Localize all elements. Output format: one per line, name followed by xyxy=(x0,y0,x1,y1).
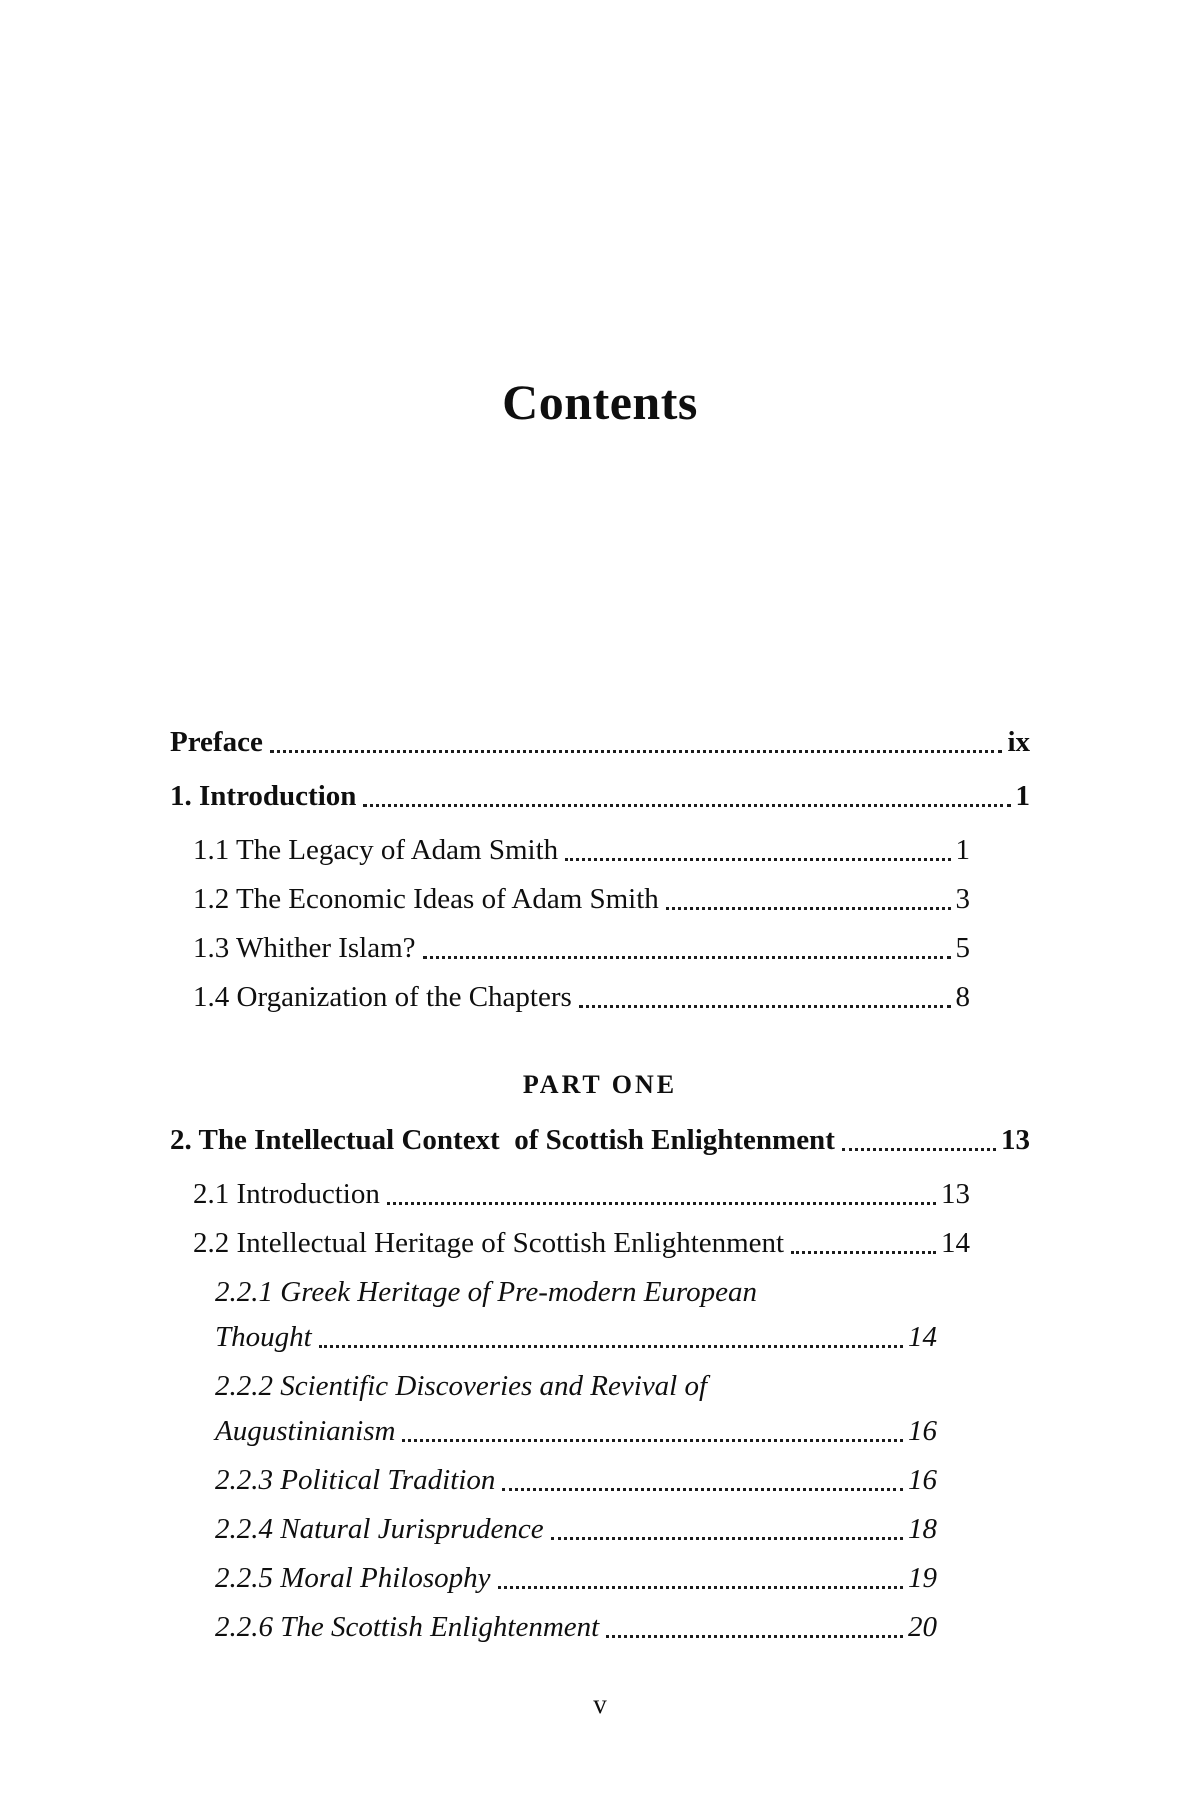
toc-entry-line xyxy=(215,1368,937,1404)
entry-page-number: 20 xyxy=(908,1611,937,1643)
entry-page-number: 13 xyxy=(1001,1124,1030,1156)
entry-title: 1.2 The Economic Ideas of Adam Smith xyxy=(193,883,659,915)
toc-entry-line xyxy=(215,1319,937,1355)
toc-entry-line xyxy=(215,1609,937,1645)
toc-entry xyxy=(170,1560,1030,1596)
entry-title: 2.2.5 Moral Philosophy xyxy=(215,1562,491,1594)
entry-title: 2.2.4 Natural Jurisprudence xyxy=(215,1513,544,1545)
entry-page-number: ix xyxy=(1007,726,1030,758)
entry-page-number: 18 xyxy=(908,1513,937,1545)
toc-entry-line xyxy=(215,1511,937,1547)
dot-leader xyxy=(666,907,951,910)
dot-leader xyxy=(387,1202,936,1205)
toc-entry xyxy=(170,881,1030,917)
entry-page-number: 1 xyxy=(955,834,970,866)
toc-entry-line xyxy=(170,1122,1030,1158)
dot-leader xyxy=(565,858,950,861)
toc-entry xyxy=(170,1176,1030,1212)
entry-title: Preface xyxy=(170,726,263,758)
dot-leader xyxy=(579,1005,951,1008)
toc-entry xyxy=(170,1274,1030,1355)
contents-title: Contents xyxy=(502,374,698,430)
entry-page-number: 8 xyxy=(955,981,970,1013)
dot-leader xyxy=(551,1537,903,1540)
entry-page-number: 19 xyxy=(908,1562,937,1594)
entry-title: 1.3 Whither Islam? xyxy=(193,932,416,964)
entry-title: 2.2.3 Political Tradition xyxy=(215,1464,496,1496)
toc-entry xyxy=(170,724,1030,760)
entry-title: Augustinianism xyxy=(215,1415,396,1447)
entry-title: Thought xyxy=(215,1321,312,1353)
entry-title: 2.2.2 Scientific Discoveries and Revival of xyxy=(215,1370,708,1402)
entry-page-number: 14 xyxy=(908,1321,937,1353)
dot-leader xyxy=(842,1148,996,1151)
toc-entry-line xyxy=(215,1560,937,1596)
entry-title: 2.2.1 Greek Heritage of Pre-modern European xyxy=(215,1276,758,1308)
toc-entry-line xyxy=(193,1225,970,1261)
page-number-footer: v xyxy=(593,1689,607,1719)
toc-entry xyxy=(170,1609,1030,1645)
toc-entry xyxy=(170,1462,1030,1498)
entry-title: 1.4 Organization of the Chapters xyxy=(193,981,572,1013)
toc-entry xyxy=(170,832,1030,868)
toc-entry-line xyxy=(215,1274,937,1310)
entry-page-number: 14 xyxy=(941,1227,970,1259)
toc-entry-line xyxy=(193,881,970,917)
toc xyxy=(170,724,1030,1645)
toc-entry-line xyxy=(193,930,970,966)
entry-title: 2.1 Introduction xyxy=(193,1178,380,1210)
toc-entry xyxy=(170,1511,1030,1547)
toc-entry xyxy=(170,930,1030,966)
toc-entry-line xyxy=(215,1413,937,1449)
toc-entry xyxy=(170,1122,1030,1158)
entry-page-number: 16 xyxy=(908,1415,937,1447)
entry-title: 2.2 Intellectual Heritage of Scottish Enlightenment xyxy=(193,1227,785,1259)
dot-leader xyxy=(319,1345,903,1348)
toc-part-heading: PART ONE xyxy=(522,1070,678,1099)
toc-entry xyxy=(170,778,1030,814)
entry-page-number: 3 xyxy=(955,883,970,915)
dot-leader xyxy=(363,804,1010,807)
dot-leader xyxy=(270,750,1003,753)
entry-title: 1. Introduction xyxy=(170,780,357,812)
toc-entry-line xyxy=(170,778,1030,814)
entry-page-number: 13 xyxy=(941,1178,970,1210)
toc-entry-line xyxy=(193,1176,970,1212)
toc-entry-line xyxy=(193,832,970,868)
dot-leader xyxy=(791,1251,936,1254)
dot-leader xyxy=(498,1586,904,1589)
entry-title: 1.1 The Legacy of Adam Smith xyxy=(193,834,559,866)
entry-title: 2. The Intellectual Context of Scottish Enlightenment xyxy=(170,1124,835,1156)
dot-leader xyxy=(423,956,951,959)
toc-entry xyxy=(170,979,1030,1015)
toc-entry-line xyxy=(193,979,970,1015)
entry-page-number: 1 xyxy=(1015,780,1030,812)
toc-entry-line xyxy=(170,724,1030,760)
toc-entry xyxy=(170,1368,1030,1449)
dot-leader xyxy=(502,1488,903,1491)
entry-page-number: 16 xyxy=(908,1464,937,1496)
entry-title: 2.2.6 The Scottish Enlightenment xyxy=(215,1611,600,1643)
toc-entry xyxy=(170,1225,1030,1261)
dot-leader xyxy=(402,1439,903,1442)
entry-page-number: 5 xyxy=(955,932,970,964)
toc-entry-line xyxy=(215,1462,937,1498)
dot-leader xyxy=(606,1635,903,1638)
